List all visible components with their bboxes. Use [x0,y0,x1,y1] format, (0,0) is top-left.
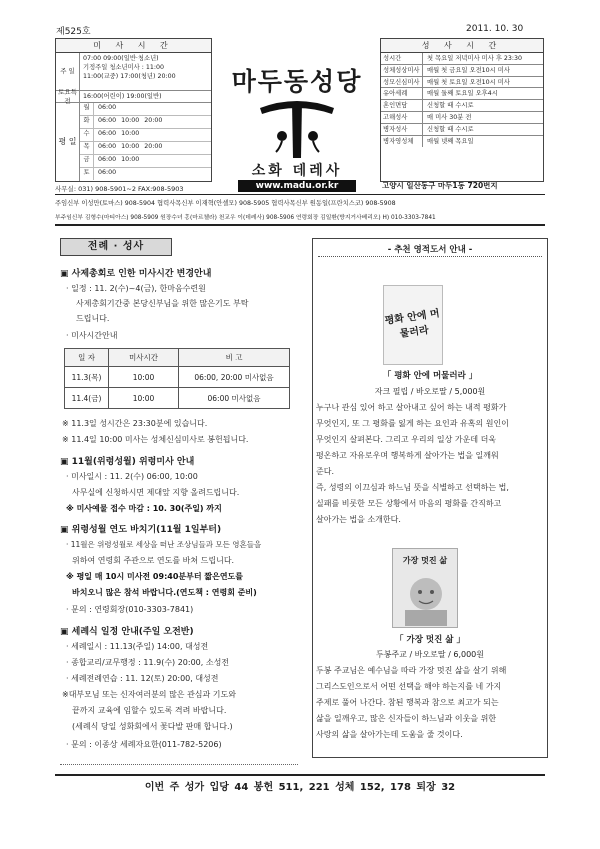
notice-line: · 문의 : 이종상 세례자요한(011-782-5206) [66,740,222,749]
book-desc-line: 주제로 풀어 나간다. 참된 행복과 참으로 최고가 되는 [316,698,499,707]
sacrament-times-header: 성 사 시 간 [381,39,543,53]
notice-title: ▣ 사제총회로 인한 미사시간 변경안내 [60,269,212,279]
col-remarks: 비 고 [179,349,290,367]
notice-line: ※ 미사예물 접수 마감 : 10. 30(주일) 까지 [66,504,222,513]
note-line: ※ 11.3일 성시간은 23:30분에 있습니다. [62,419,208,428]
book-desc-line: 두봉 주교님은 예수님을 따라 가장 멋진 삶을 살기 위해 [316,666,507,675]
sacrament-row: 성모신심미사 매월 첫 토요일 오전10시 미사 [381,77,543,89]
notice-line: · 종합교리/교무행정 : 11.9(수) 20:00, 소성전 [66,658,230,667]
notice-line: 끝까지 교육에 임할수 있도록 격려 바랍니다. [72,706,227,715]
book-byline: 자크 필립 / 바오로딸 / 5,000원 [374,387,486,396]
divider [55,194,545,195]
notice-line: 바치오니 많은 참석 바랍니다.(연도책 : 연령회 준비) [72,588,257,597]
weekday-line: 수 06:00 10:00 [80,129,211,142]
table-row [65,367,290,388]
col-date: 일 자 [65,349,109,367]
weekday-line: 토 06:00 [80,168,211,180]
notice-line: · 문의 : 연령회장(010-3303-7841) [66,605,194,614]
book-cover [383,285,443,365]
saturday-row [56,87,211,105]
weekday-line: 금 06:00 10:00 [80,155,211,168]
sacrament-row: 성체성상미사 매월 첫 금요일 오전10시 미사 [381,65,543,77]
weekday-line: 화 06:00 10:00 20:00 [80,116,211,129]
book-title: 「 평화 안에 머물러라 」 [382,371,478,381]
notice-line: 사무실에 신청하시면 제대앞 지향 올려드립니다. [72,488,240,497]
book-recommendation-header: - 추천 영적도서 안내 - [387,245,473,255]
book-desc-line: 사랑의 삶을 살아가는데 도움을 줄 것이다. [316,730,463,739]
note-line: ※ 11.4일 10:00 미사는 성체신심미사로 봉헌됩니다. [62,435,249,444]
book-desc-line: 즉, 성령의 이끄심과 하느님 뜻을 식별하고 선택하는 법, [316,483,509,492]
book-desc-line: 실패를 비롯한 모든 상황에서 마음의 평화를 간직하고 [316,499,502,508]
book-desc-line: 살아가는 법을 소개한다. [316,515,401,524]
notice-title: ▣ 11월(위령성월) 위령미사 안내 [60,457,195,467]
issue-number: 제525호 [56,27,91,37]
book-desc-line: 준다. [316,467,334,476]
notice-line: (세례식 당일 성화회에서 꽃다발 판매 합니다.) [72,722,233,731]
col-mass-time: 미사시간 [109,349,179,367]
notice-line: · 11월은 위령성월로 세상을 떠난 조상님들과 모든 영혼들을 [66,540,262,549]
sunday-row [56,53,211,91]
weekday-label: 평 일 [56,103,80,181]
issue-date: 2011. 10. 30 [466,24,524,34]
sacrament-row: 병자영성체 매월 넷째 목요일 [381,136,543,148]
notice-line: 드립니다. [76,314,110,323]
notice-line: · 세례전례연습 : 11. 12(토) 20:00, 대성전 [66,674,219,683]
sunday-time: 기정주일 청소년미사 : 11:00 [83,64,165,71]
mass-times-header: 미 사 시 간 [56,39,211,53]
sacrament-row: 병자성사 신청할 때 수시로 [381,124,543,136]
clergy-contact: 주임신부 이성만(토마스) 908-5904 협력사목신부 이재혁(안셀모) 908-5905 협력사목신부 원동일(프란치스코) 908-5908 [55,200,396,207]
notice-line: ※ 평일 매 10시 미사전 09:40분부터 짧은연도를 [66,572,244,581]
parish-address: 고양시 일산동구 마두1동 720번지 [382,181,498,190]
dotted-divider [318,256,542,257]
sacrament-row: 성시간 첫 목요일 저녁미사 미사 후 23:30 [381,53,543,65]
book-cover [392,548,458,628]
saturday-label: 토요특전 [56,91,80,102]
notice-line: 위하여 연령회 주관으로 연도를 바쳐 드립니다. [72,556,235,565]
sunday-time: 07:00 09:00(일반·청소년) [83,55,159,62]
sacrament-times-box [380,38,544,182]
notice-title: ▣ 세례식 일정 안내(주일 오전반) [60,627,194,637]
saturday-time: 16:00(어린이) 19:00(일반) [83,93,162,100]
book-cover-title: 평화 안에 머물러라 [384,308,441,340]
table-cell: 06:00 미사없음 [179,388,290,409]
table-cell: 10:00 [109,388,179,409]
mass-times-box [55,38,212,182]
weekday-line: 목 06:00 10:00 20:00 [80,142,211,155]
author-portrait-image [393,566,458,626]
divider [55,224,545,226]
book-title: 「 가장 멋진 삶 」 [395,635,465,645]
table-cell: 11.3(목) [65,367,109,388]
office-contact: 사무실: 031) 908-5901~2 FAX:908-5903 [55,185,184,193]
notice-line: ※대부모님 또는 신자여러분의 많은 관심과 기도와 [62,690,236,699]
sacrament-row: 유아세례 매월 둘째 토요일 오후4시 [381,88,543,100]
notice-title: ▣ 위령성월 연도 바치기(11월 1일부터) [60,525,222,535]
book-desc-line: 그리스도인으로서 어떤 선택을 해야 하는지를 네 가지 [316,682,502,691]
liturgy-section-header: 전례 · 성사 [60,238,172,256]
parish-title: 마두동성당 [231,68,363,96]
notice-line: · 미사일시 : 11. 2(수) 06:00, 10:00 [66,472,198,481]
weekday-line: 월 06:00 [80,103,211,116]
book-byline: 두봉주교 / 바오로딸 / 6,000원 [375,650,485,659]
sacrament-row: 혼인면담 신청할 때 수시로 [381,100,543,112]
book-desc-line: 평온하고 자유로우며 행복하게 살아가는 법을 일깨워 [316,451,499,460]
book-desc-line: 누구나 관심 있어 하고 살아내고 싶어 하는 내적 평화가 [316,403,507,412]
notice-line: 사제총회기간중 본당신부님을 위한 많은기도 부탁 [76,299,249,308]
parish-website[interactable]: www.madu.or.kr [238,180,356,192]
notice-line: · 일정 : 11. 2(수)~4(금), 한마음수련원 [66,284,206,293]
sunday-label: 주 일 [56,53,80,90]
footer-divider [55,774,545,776]
notice-line: · 미사시간안내 [66,331,118,340]
book-desc-line: 무엇인지 살펴본다. 그리고 우리의 일상 가운데 더욱 [316,435,497,444]
hymn-footer: 이번 주 성가 입당 44 봉헌 511, 221 성체 152, 178 퇴장 32 [144,782,456,793]
table-row [65,388,290,409]
table-header-row [65,349,290,367]
notice-line: · 세례일시 : 11.13(주일) 14:00, 대성전 [66,642,209,651]
table-cell: 06:00, 20:00 미사없음 [179,367,290,388]
dotted-divider [60,764,298,765]
staff-contact: 부주임신부 김형수(마티아스) 908-5909 원장수녀 홍(마르첼라) 천교우 이(데레사) 908-5906 연령회장 김일환(방지거사베리오) H) 010-3303-7841 [55,215,436,221]
table-cell: 10:00 [109,367,179,388]
parish-cross-logo [256,92,338,160]
weekday-row [56,103,211,181]
book-desc-line: 무엇인지, 또 그 평화를 잃게 하는 요인과 유혹의 원인이 [316,419,509,428]
parish-subtitle: 소화 데레사 [251,163,343,179]
mass-change-table [64,348,290,409]
book-cover-title: 가장 멋진 삶 [402,556,448,565]
sacrament-row: 고해성사 매 미사 30분 전 [381,112,543,124]
book-desc-line: 삶을 일깨우고, 많은 신자들이 하느님과 이웃을 위한 [316,714,497,723]
table-cell: 11.4(금) [65,388,109,409]
sunday-time: 11:00(교중) 17:00(청년) 20:00 [83,73,176,80]
